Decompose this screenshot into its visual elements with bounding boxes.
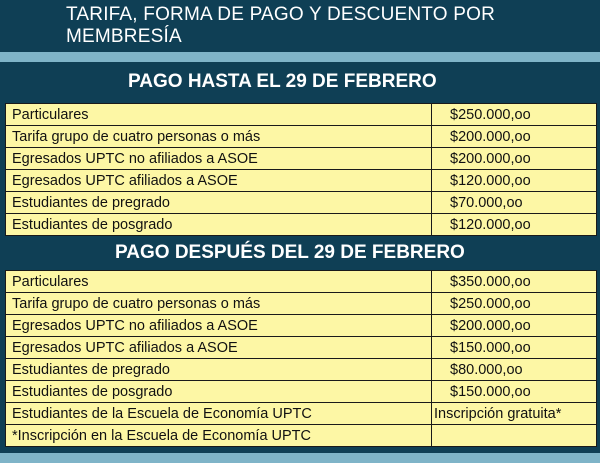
table-row [6,148,597,170]
rate-label: Estudiantes de pregrado [6,359,432,381]
table-row [6,381,597,403]
rate-label: Egresados UPTC afiliados a ASOE [6,170,432,192]
rate-amount: $250.000,oo [432,293,597,315]
rate-amount: $80.000,oo [432,359,597,381]
rate-amount: $120.000,oo [432,214,597,236]
table-row [6,337,597,359]
rates-table-before [5,103,597,236]
table-row [6,104,597,126]
section-header-before: PAGO HASTA EL 29 DE FEBRERO [0,62,600,102]
rates-table-after [5,270,597,447]
table-row [6,271,597,293]
table-row [6,293,597,315]
rate-amount-empty [432,425,597,447]
rate-label: Estudiantes de posgrado [6,214,432,236]
page-title: TARIFA, FORMA DE PAGO Y DESCUENTO POR MEMBRESÍA [0,0,600,52]
table-row [6,214,597,236]
rate-label: Estudiantes de la Escuela de Economía UPTC [6,403,432,425]
table-row [6,192,597,214]
rate-label: Tarifa grupo de cuatro personas o más [6,293,432,315]
rate-label: Particulares [6,271,432,293]
rate-label: Tarifa grupo de cuatro personas o más [6,126,432,148]
rate-label: Egresados UPTC no afiliados a ASOE [6,315,432,337]
rate-amount: $250.000,oo [432,104,597,126]
rate-amount: $350.000,oo [432,271,597,293]
table-row [6,425,597,447]
rate-amount: $200.000,oo [432,315,597,337]
bottom-stripe [0,453,600,463]
table-row [6,170,597,192]
rate-amount: $120.000,oo [432,170,597,192]
rate-amount: $70.000,oo [432,192,597,214]
rate-amount: $200.000,oo [432,148,597,170]
rate-amount: $150.000,oo [432,337,597,359]
table-row [6,126,597,148]
title-divider-stripe [0,52,600,62]
rate-amount: Inscripción gratuita* [432,403,597,425]
section-header-after: PAGO DESPUÉS DEL 29 DE FEBRERO [0,236,600,270]
rate-label: Egresados UPTC no afiliados a ASOE [6,148,432,170]
table-row [6,403,597,425]
rate-label: Egresados UPTC afiliados a ASOE [6,337,432,359]
rate-label: Estudiantes de pregrado [6,192,432,214]
rate-label: Estudiantes de posgrado [6,381,432,403]
rate-label: Particulares [6,104,432,126]
rate-amount: $150.000,oo [432,381,597,403]
table-row [6,359,597,381]
rate-amount: $200.000,oo [432,126,597,148]
table-row [6,315,597,337]
footnote: *Inscripción en la Escuela de Economía UPTC [6,425,432,447]
